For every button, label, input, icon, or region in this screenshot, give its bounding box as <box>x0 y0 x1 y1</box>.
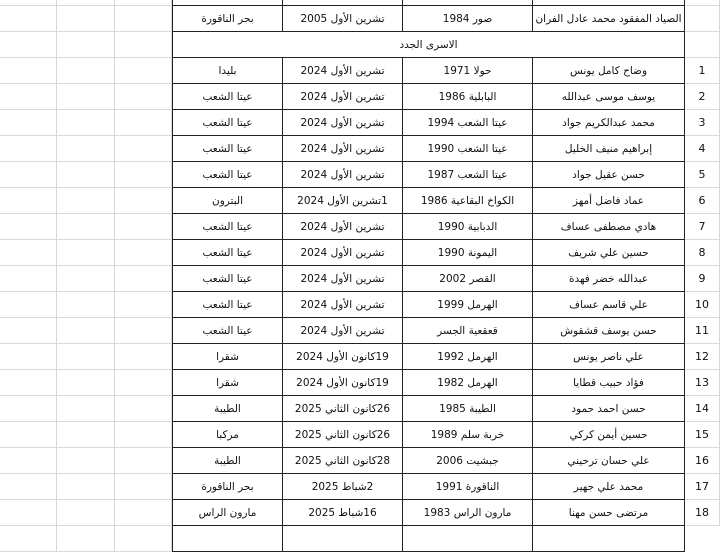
row-number-cell[interactable] <box>685 32 720 58</box>
name-cell[interactable]: حسن يوسف قشقوش <box>533 318 685 344</box>
row-number-cell[interactable]: 4 <box>685 136 720 162</box>
birth-cell[interactable]: الكواخ البقاعية 1986 <box>403 188 533 214</box>
empty-cell[interactable] <box>115 214 172 240</box>
row-number-cell[interactable] <box>685 6 720 32</box>
empty-cell[interactable] <box>57 344 115 370</box>
empty-cell[interactable] <box>115 474 172 500</box>
empty-cell[interactable] <box>57 422 115 448</box>
place-cell[interactable]: عيتا الشعب <box>172 110 283 136</box>
name-cell[interactable]: مرتضى حسن مهنا <box>533 500 685 526</box>
captured-date-cell[interactable]: تشرين الأول 2024 <box>283 58 403 84</box>
row-number-cell[interactable]: 14 <box>685 396 720 422</box>
empty-cell[interactable] <box>57 266 115 292</box>
empty-cell[interactable] <box>0 240 57 266</box>
empty-cell[interactable] <box>0 500 57 526</box>
place-cell[interactable]: عيتا الشعب <box>172 84 283 110</box>
name-cell[interactable]: علي قاسم عساف <box>533 292 685 318</box>
empty-cell[interactable] <box>115 240 172 266</box>
place-cell[interactable]: عيتا الشعب <box>172 240 283 266</box>
empty-cell[interactable] <box>115 292 172 318</box>
birth-cell[interactable]: الطيبة 1985 <box>403 396 533 422</box>
table-row <box>0 266 720 292</box>
name-cell[interactable]: الصياد المفقود محمد عادل الفران <box>533 6 685 32</box>
birth-cell[interactable]: عيتا الشعب 1994 <box>403 110 533 136</box>
name-cell[interactable]: يوسف موسى عبدالله <box>533 84 685 110</box>
section-header[interactable]: الاسرى الجدد <box>172 32 685 58</box>
name-cell[interactable]: وضاح كامل يونس <box>533 58 685 84</box>
table-row <box>0 396 720 422</box>
place-cell[interactable]: مركبا <box>172 422 283 448</box>
name-cell[interactable]: عبدالله خضر فهدة <box>533 266 685 292</box>
table-row <box>0 84 720 110</box>
row-number-cell[interactable]: 2 <box>685 84 720 110</box>
empty-cell[interactable] <box>0 84 57 110</box>
table-row <box>0 188 720 214</box>
captured-date-cell[interactable]: 16شباط 2025 <box>283 500 403 526</box>
table-row <box>0 500 720 526</box>
captured-date-cell[interactable]: 19كانون الأول 2024 <box>283 370 403 396</box>
captured-date-cell[interactable]: تشرين الأول 2024 <box>283 240 403 266</box>
table-row <box>0 422 720 448</box>
row-number-cell[interactable]: 10 <box>685 292 720 318</box>
row-number-cell[interactable]: 18 <box>685 500 720 526</box>
empty-cell[interactable] <box>57 370 115 396</box>
place-cell[interactable]: بحر الناقورة <box>172 474 283 500</box>
captured-date-cell[interactable]: 26كانون الثاني 2025 <box>283 396 403 422</box>
place-cell[interactable]: شقرا <box>172 344 283 370</box>
row-number-cell[interactable]: 17 <box>685 474 720 500</box>
captured-date-cell[interactable]: تشرين الأول 2024 <box>283 110 403 136</box>
empty-cell[interactable] <box>0 344 57 370</box>
table-row <box>0 344 720 370</box>
empty-cell[interactable] <box>115 422 172 448</box>
empty-cell[interactable] <box>57 292 115 318</box>
captured-date-cell[interactable]: 19كانون الأول 2024 <box>283 344 403 370</box>
empty-cell[interactable] <box>115 110 172 136</box>
table-row <box>0 318 720 344</box>
table-row <box>0 136 720 162</box>
empty-cell[interactable] <box>0 422 57 448</box>
captured-date-cell[interactable]: 28كانون الثاني 2025 <box>283 448 403 474</box>
empty-cell[interactable] <box>57 58 115 84</box>
captured-date-cell[interactable]: تشرين الأول 2024 <box>283 162 403 188</box>
place-cell[interactable]: الطيبة <box>172 396 283 422</box>
empty-cell[interactable] <box>57 136 115 162</box>
name-cell[interactable]: حسين علي شريف <box>533 240 685 266</box>
empty-cell[interactable] <box>115 58 172 84</box>
empty-cell[interactable] <box>0 136 57 162</box>
captured-date-cell[interactable]: تشرين الأول 2024 <box>283 292 403 318</box>
empty-cell[interactable] <box>0 396 57 422</box>
empty-cell[interactable] <box>115 396 172 422</box>
name-cell[interactable]: حسين أيمن كركي <box>533 422 685 448</box>
table-row <box>0 214 720 240</box>
birth-cell[interactable]: حولا 1971 <box>403 58 533 84</box>
table-row <box>0 474 720 500</box>
empty-cell[interactable] <box>57 110 115 136</box>
empty-cell[interactable] <box>115 188 172 214</box>
empty-cell[interactable] <box>0 448 57 474</box>
empty-cell[interactable] <box>0 526 57 552</box>
place-cell[interactable]: عيتا الشعب <box>172 214 283 240</box>
section-header-row <box>0 32 720 58</box>
name-cell[interactable]: علي حسان ترحيني <box>533 448 685 474</box>
place-cell[interactable]: مارون الراس <box>172 500 283 526</box>
row-number-cell[interactable]: 5 <box>685 162 720 188</box>
birth-cell[interactable]: الناقورة 1991 <box>403 474 533 500</box>
name-cell[interactable]: حسن عقيل جواد <box>533 162 685 188</box>
place-cell[interactable]: عيتا الشعب <box>172 266 283 292</box>
row-number-cell[interactable]: 11 <box>685 318 720 344</box>
empty-cell[interactable] <box>57 214 115 240</box>
birth-cell[interactable] <box>403 526 533 552</box>
row-number-cell[interactable]: 9 <box>685 266 720 292</box>
empty-cell[interactable] <box>57 396 115 422</box>
name-cell[interactable] <box>533 526 685 552</box>
empty-cell[interactable] <box>115 84 172 110</box>
empty-cell[interactable] <box>57 500 115 526</box>
birth-cell[interactable]: الهرمل 1999 <box>403 292 533 318</box>
birth-cell[interactable]: عيتا الشعب 1987 <box>403 162 533 188</box>
table-row <box>0 292 720 318</box>
captured-date-cell[interactable]: 2شباط 2025 <box>283 474 403 500</box>
empty-cell[interactable] <box>57 526 115 552</box>
empty-cell[interactable] <box>57 474 115 500</box>
place-cell[interactable]: الطيبة <box>172 448 283 474</box>
table-row <box>0 110 720 136</box>
name-cell[interactable]: محمد علي جهير <box>533 474 685 500</box>
empty-cell[interactable] <box>0 370 57 396</box>
name-cell[interactable]: هادي مصطفى عساف <box>533 214 685 240</box>
captured-date-cell[interactable]: تشرين الأول 2024 <box>283 84 403 110</box>
empty-cell[interactable] <box>0 110 57 136</box>
empty-cell[interactable] <box>57 6 115 32</box>
empty-cell[interactable] <box>0 32 57 58</box>
empty-cell[interactable] <box>0 292 57 318</box>
empty-cell[interactable] <box>115 136 172 162</box>
birth-cell[interactable]: اليمونة 1990 <box>403 240 533 266</box>
empty-cell[interactable] <box>115 318 172 344</box>
place-cell[interactable]: بليدا <box>172 58 283 84</box>
row-number-cell[interactable]: 1 <box>685 58 720 84</box>
empty-cell[interactable] <box>57 162 115 188</box>
empty-cell[interactable] <box>115 448 172 474</box>
empty-cell[interactable] <box>0 214 57 240</box>
table-row <box>0 370 720 396</box>
birth-cell[interactable]: عيتا الشعب 1990 <box>403 136 533 162</box>
captured-date-cell[interactable]: تشرين الأول 2024 <box>283 318 403 344</box>
birth-cell[interactable]: جبشيت 2006 <box>403 448 533 474</box>
empty-cell[interactable] <box>115 344 172 370</box>
empty-cell[interactable] <box>57 32 115 58</box>
birth-cell[interactable]: قعقعية الجسر <box>403 318 533 344</box>
empty-cell[interactable] <box>115 526 172 552</box>
captured-date-cell[interactable]: تشرين الأول 2024 <box>283 136 403 162</box>
name-cell[interactable]: عماد فاضل أمهز <box>533 188 685 214</box>
birth-cell[interactable]: البابلية 1986 <box>403 84 533 110</box>
captured-date-cell[interactable]: تشرين الأول 2024 <box>283 214 403 240</box>
empty-cell[interactable] <box>57 318 115 344</box>
empty-cell[interactable] <box>115 370 172 396</box>
table-row <box>0 6 720 32</box>
empty-cell[interactable] <box>0 318 57 344</box>
birth-cell[interactable]: مارون الراس 1983 <box>403 500 533 526</box>
empty-cell[interactable] <box>0 266 57 292</box>
row-number-cell[interactable]: 15 <box>685 422 720 448</box>
name-cell[interactable]: فؤاد حبيب قطايا <box>533 370 685 396</box>
place-cell[interactable] <box>172 526 283 552</box>
empty-cell[interactable] <box>115 162 172 188</box>
empty-cell[interactable] <box>0 162 57 188</box>
place-cell[interactable]: عيتا الشعب <box>172 136 283 162</box>
place-cell[interactable]: عيتا الشعب <box>172 292 283 318</box>
place-cell[interactable]: البترون <box>172 188 283 214</box>
empty-cell[interactable] <box>0 188 57 214</box>
row-number-cell[interactable]: 3 <box>685 110 720 136</box>
empty-cell[interactable] <box>57 188 115 214</box>
place-cell[interactable]: عيتا الشعب <box>172 318 283 344</box>
captured-date-cell[interactable]: تشرين الأول 2024 <box>283 266 403 292</box>
empty-cell[interactable] <box>0 58 57 84</box>
name-cell[interactable]: حسن احمد حمود <box>533 396 685 422</box>
table-row <box>0 526 720 552</box>
birth-cell[interactable]: الدبابية 1990 <box>403 214 533 240</box>
row-number-cell[interactable]: 12 <box>685 344 720 370</box>
place-cell[interactable]: شقرا <box>172 370 283 396</box>
table-row <box>0 162 720 188</box>
captured-date-cell[interactable]: تشرين الأول 2005 <box>283 6 403 32</box>
place-cell[interactable]: بحر الناقورة <box>172 6 283 32</box>
captured-date-cell[interactable]: 1تشرين الأول 2024 <box>283 188 403 214</box>
empty-cell[interactable] <box>115 6 172 32</box>
empty-cell[interactable] <box>57 240 115 266</box>
birth-cell[interactable]: خربة سلم 1989 <box>403 422 533 448</box>
table-row <box>0 240 720 266</box>
birth-cell[interactable]: الهرمل 1992 <box>403 344 533 370</box>
birth-cell[interactable]: القصر 2002 <box>403 266 533 292</box>
row-number-cell[interactable]: 6 <box>685 188 720 214</box>
empty-cell[interactable] <box>0 474 57 500</box>
empty-cell[interactable] <box>57 84 115 110</box>
table-row <box>0 448 720 474</box>
row-number-cell[interactable]: 8 <box>685 240 720 266</box>
captured-date-cell[interactable]: 26كانون الثاني 2025 <box>283 422 403 448</box>
empty-cell[interactable] <box>115 500 172 526</box>
row-number-cell[interactable]: 13 <box>685 370 720 396</box>
row-number-cell[interactable]: 16 <box>685 448 720 474</box>
row-number-cell[interactable]: 7 <box>685 214 720 240</box>
birth-cell[interactable]: الهرمل 1982 <box>403 370 533 396</box>
captured-date-cell[interactable] <box>283 526 403 552</box>
place-cell[interactable]: عيتا الشعب <box>172 162 283 188</box>
name-cell[interactable]: علي ناصر يونس <box>533 344 685 370</box>
birth-cell[interactable]: صور 1984 <box>403 6 533 32</box>
empty-cell[interactable] <box>57 448 115 474</box>
empty-cell[interactable] <box>0 6 57 32</box>
table-row <box>0 58 720 84</box>
empty-cell[interactable] <box>115 32 172 58</box>
name-cell[interactable]: إبراهيم منيف الخليل <box>533 136 685 162</box>
name-cell[interactable]: محمد عبدالكريم جواد <box>533 110 685 136</box>
empty-cell[interactable] <box>115 266 172 292</box>
